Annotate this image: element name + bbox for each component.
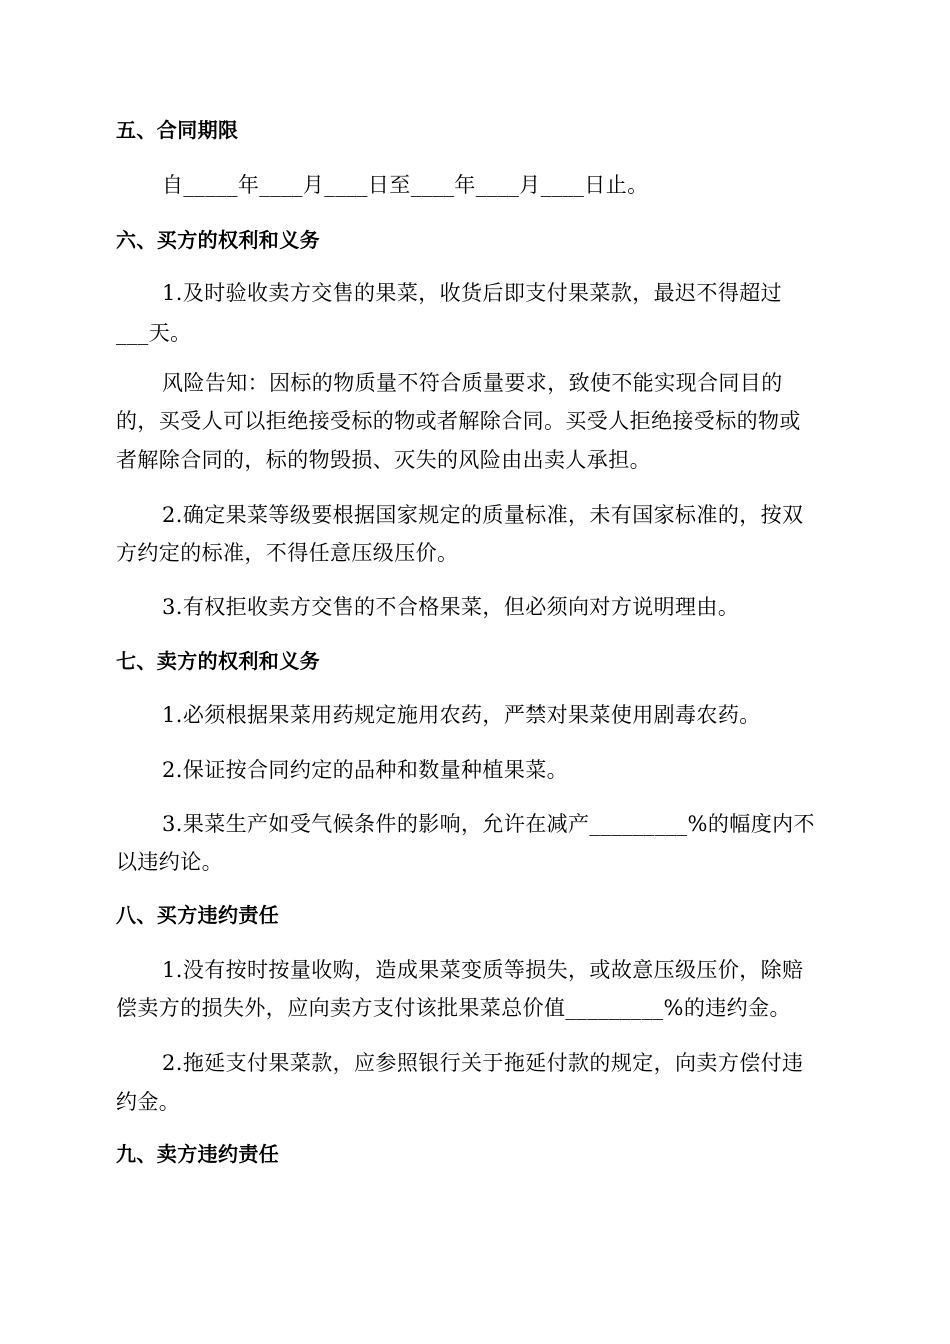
risk-notice-line2: 的，买受人可以拒绝接受标的物或者解除合同。买受人拒绝接受标的物或 xyxy=(116,409,801,433)
buyer-item1-line2: ___天。 xyxy=(116,321,192,345)
section-seven-heading: 七、卖方的权利和义务 xyxy=(116,649,320,673)
buyer-item2-line1: 2.确定果菜等级要根据国家规定的质量标准，未有国家标准的，按双 xyxy=(162,503,804,527)
seller-item3-line2: 以违约论。 xyxy=(116,850,223,874)
section-six-heading: 六、买方的权利和义务 xyxy=(116,228,320,252)
buyer-breach-item1-line2: 偿卖方的损失外，应向卖方支付该批果菜总价值_________%的违约金。 xyxy=(116,996,791,1020)
seller-item1-line1: 1.必须根据果菜用药规定施用农药，严禁对果菜使用剧毒农药。 xyxy=(162,703,761,727)
section-nine-heading: 九、卖方违约责任 xyxy=(116,1142,280,1166)
contract-term-line: 自_____年____月____日至____年____月____日止。 xyxy=(162,173,649,197)
risk-notice-line1: 风险告知：因标的物质量不符合质量要求，致使不能实现合同目的 xyxy=(162,371,783,395)
buyer-item3-line1: 3.有权拒收卖方交售的不合格果菜，但必须向对方说明理由。 xyxy=(162,595,740,619)
buyer-item1-line1: 1.及时验收卖方交售的果菜，收货后即支付果菜款，最迟不得超过 xyxy=(162,281,783,305)
buyer-breach-item2-line2: 约金。 xyxy=(116,1090,181,1114)
seller-item3-line1: 3.果菜生产如受气候条件的影响，允许在减产_________%的幅度内不 xyxy=(162,812,815,836)
seller-item2-line1: 2.保证按合同约定的品种和数量种植果菜。 xyxy=(162,758,569,782)
section-eight-heading: 八、买方违约责任 xyxy=(116,903,280,927)
buyer-breach-item1-line1: 1.没有按时按量收购，造成果菜变质等损失，或故意压级压价，除赔 xyxy=(162,958,804,982)
risk-notice-line3: 者解除合同的，标的物毁损、灭失的风险由出卖人承担。 xyxy=(116,448,651,472)
section-five-heading: 五、合同期限 xyxy=(116,118,239,142)
buyer-item2-line2: 方约定的标准，不得任意压级压价。 xyxy=(116,541,459,565)
buyer-breach-item2-line1: 2.拖延支付果菜款，应参照银行关于拖延付款的规定，向卖方偿付违 xyxy=(162,1051,804,1075)
